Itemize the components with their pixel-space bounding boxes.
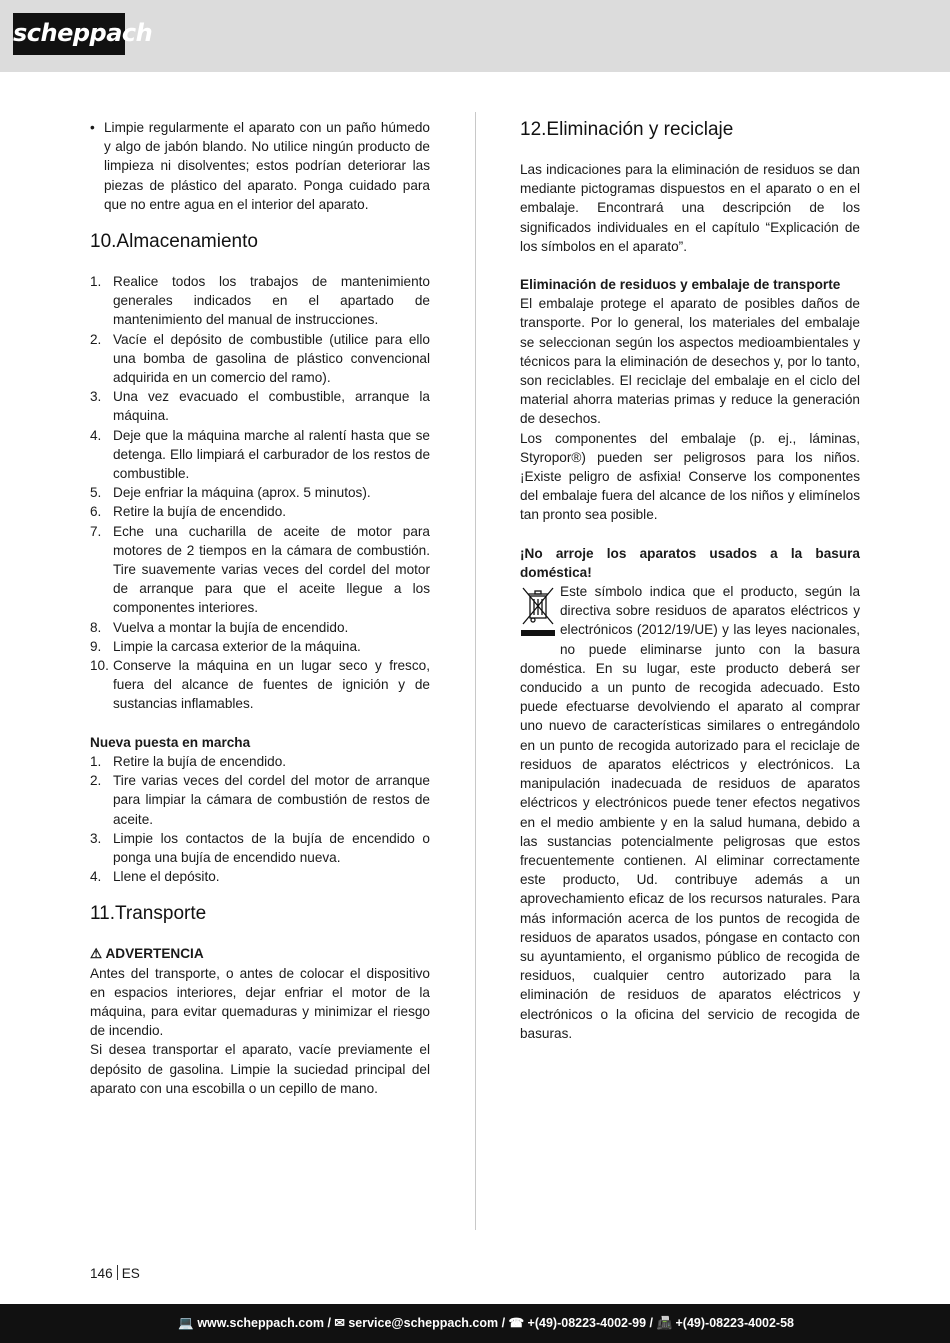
section-12-heading	[520, 118, 860, 142]
storage-step-item	[90, 426, 430, 484]
step-text: Vacíe el depósito de combustible (utilice para ello una bomba de gasolina de plástico convencional adquirida en un comercio del ramo).	[113, 331, 430, 386]
storage-step-item	[90, 387, 430, 425]
step-number: 9.	[90, 638, 102, 654]
step-text: Retire la bujía de encendido.	[113, 753, 287, 769]
page-number	[90, 1265, 140, 1281]
restart-step-item	[90, 771, 430, 829]
section-number: 11.	[90, 903, 116, 925]
step-number: 3.	[90, 830, 102, 846]
step-text: Deje enfriar la máquina (aprox. 5 minutos).	[113, 485, 371, 501]
step-text: Conserve la máquina en un lugar seco y fresco, fuera del alcance de fuentes de ignición y de sustancias inflamables.	[113, 658, 430, 712]
restart-step-item	[90, 867, 430, 886]
cleaning-text: Limpie regularmente el aparato con un paño húmedo y algo de jabón blando. No utilice ningún producto de limpieza ni disolventes; estos podrían deteriorar las piezas de plástico del aparato. Ponga cuidado para que no entre agua en el interior del aparato.	[104, 120, 430, 212]
section-title: Eliminación y reciclaje	[546, 119, 734, 140]
step-number: 1.	[90, 753, 102, 769]
storage-step-item	[90, 502, 430, 521]
step-number: 7.	[90, 523, 102, 539]
cleaning-bullet	[90, 118, 430, 214]
weee-paragraph: Este símbolo indica que el producto, según la directiva sobre residuos de aparatos eléctricos y electrónicos (2012/19/UE) y las leyes nacionales, no puede eliminarse junto con la basura doméstica. En su lugar, este producto deberá ser conducido a un punto de recogida adecuado. Esto puede efectuarse devolviendo el aparato al comprar uno nuevo de características similares o entregándolo en un punto de recogida autorizado para el reciclaje de residuos de aparatos eléctricos y electrónicos. La manipulación inadecuada de residuos de aparatos eléctricos y electrónicos puede tener efectos negativos en el medio ambiente y en la salud humana, debido a las sustancias potencialmente peligrosas que estos frecuentemente contienen. Al eliminar correctamente este producto, Ud. contribuye además a un aprovechamiento eficaz de los recursos naturales. Para más información acerca de los puntos de recogida de residuos de aparatos usados, póngase en contacto con su ayuntamiento, el organismo público de recogida de residuos, cualquier centro autorizado para la eliminación de residuos de aparatos eléctricos y electrónicos o la oficina del servicio de recogida de basuras.	[520, 584, 860, 1041]
column-divider	[475, 112, 476, 1230]
weee-subheading: ¡No arroje los aparatos usados a la basura doméstica!	[520, 545, 860, 580]
language-code: ES	[121, 1266, 140, 1281]
step-number: 3.	[90, 389, 102, 405]
section-number: 12.	[520, 119, 547, 140]
crossed-bin-icon	[520, 584, 556, 640]
section-10-heading	[90, 230, 430, 254]
transport-paragraph-2: Si desea transportar el aparato, vacíe previamente el depósito de gasolina. Limpie la suciedad principal del aparato con una escobilla o un cepillo de mano.	[90, 1042, 430, 1096]
footer-bar	[0, 1304, 950, 1343]
step-text: Retire la bujía de encendido.	[113, 504, 287, 520]
weee-block	[520, 582, 860, 1043]
bullet-icon: •	[90, 120, 95, 135]
storage-step-item	[90, 656, 430, 714]
storage-step-item	[90, 272, 430, 330]
storage-step-item	[90, 483, 430, 502]
brand-logo: scheppach	[13, 13, 125, 55]
step-text: Vuelva a montar la bujía de encendido.	[113, 619, 349, 635]
packaging-paragraph-1: El embalaje protege el aparato de posibles daños de transporte. Por lo general, los materiales del embalaje se seleccionan según los aspectos medioambientales y técnicos para la eliminación de desechos y, por lo tanto, son reciclables. El reciclaje del embalaje en el ciclo del material ahorra materias primas y reduce la generación de desechos.	[520, 296, 860, 427]
step-text: Deje que la máquina marche al ralentí hasta que se detenga. Ello limpiará el carburador de los restos de combustible.	[113, 427, 430, 482]
step-number: 2.	[90, 773, 102, 789]
step-text: Llene el depósito.	[113, 869, 220, 885]
storage-step-item	[90, 618, 430, 637]
step-number: 4.	[90, 427, 102, 443]
step-text: Limpie la carcasa exterior de la máquina.	[113, 638, 361, 654]
right-column	[520, 118, 860, 1043]
warning-label: ⚠ ADVERTENCIA	[90, 946, 204, 962]
step-number: 4.	[90, 869, 102, 885]
storage-steps-list	[90, 272, 430, 714]
step-text: Tire varias veces del cordel del motor de arranque para limpiar la cámara de combustión de restos de aceite.	[113, 773, 430, 827]
step-number: 10.	[90, 658, 109, 674]
packaging-paragraph-2: Los componentes del embalaje (p. ej., láminas, Styropor®) pueden ser peligrosos para los niños. ¡Existe peligro de asfixia! Conserve los componentes del embalaje fuera del alcance de los niños y elimínelos tan pronto sea posible.	[520, 430, 860, 523]
step-text: Realice todos los trabajos de mantenimiento generales indicados en el apartado de mantenimiento del manual de instrucciones.	[113, 274, 430, 328]
section-number: 10.	[90, 231, 117, 253]
restart-step-item	[90, 829, 430, 867]
page-separator	[117, 1265, 118, 1280]
section-title: Almacenamiento	[116, 231, 258, 253]
step-text: Una vez evacuado el combustible, arranque la máquina.	[113, 389, 430, 424]
step-number: 6.	[90, 504, 102, 520]
packaging-subheading: Eliminación de residuos y embalaje de transporte	[520, 277, 841, 293]
storage-step-item	[90, 330, 430, 388]
header-bar	[0, 0, 950, 72]
left-column	[90, 118, 430, 1098]
step-text: Limpie los contactos de la bujía de encendido o ponga una bujía de encendido nueva.	[113, 830, 430, 865]
section-title: Transporte	[115, 903, 207, 925]
step-number: 8.	[90, 619, 102, 635]
restart-subheading: Nueva puesta en marcha	[90, 734, 251, 750]
storage-step-item	[90, 637, 430, 656]
step-number: 5.	[90, 485, 102, 501]
transport-paragraph-1: Antes del transporte, o antes de colocar el dispositivo en espacios interiores, dejar enfriar el motor de la máquina, para evitar quemaduras y minimizar el riesgo de incendio.	[90, 965, 430, 1039]
page-number-value: 146	[90, 1266, 113, 1281]
step-number: 2.	[90, 331, 102, 347]
restart-steps-list	[90, 752, 430, 886]
disposal-intro: Las indicaciones para la eliminación de residuos se dan mediante pictogramas dispuestos en el aparato o en el embalaje. Encontrará una descripción de los significados individuales en el capítulo “Explicación de los símbolos en el aparato”.	[520, 162, 860, 254]
section-11-heading	[90, 902, 430, 926]
storage-step-item	[90, 522, 430, 618]
restart-step-item	[90, 752, 430, 771]
contact-line: 💻 www.scheppach.com / ✉ service@scheppach.com / ☎ +(49)-08223-4002-99 / 📠 +(49)-08223-4002-58	[178, 1316, 794, 1330]
step-text: Eche una cucharilla de aceite de motor para motores de 2 tiempos en la cámara de combustión. Tire suavemente varias veces del cordel del motor de arranque para que el aceite llegue a los componentes interiores.	[113, 523, 430, 616]
step-number: 1.	[90, 274, 102, 290]
